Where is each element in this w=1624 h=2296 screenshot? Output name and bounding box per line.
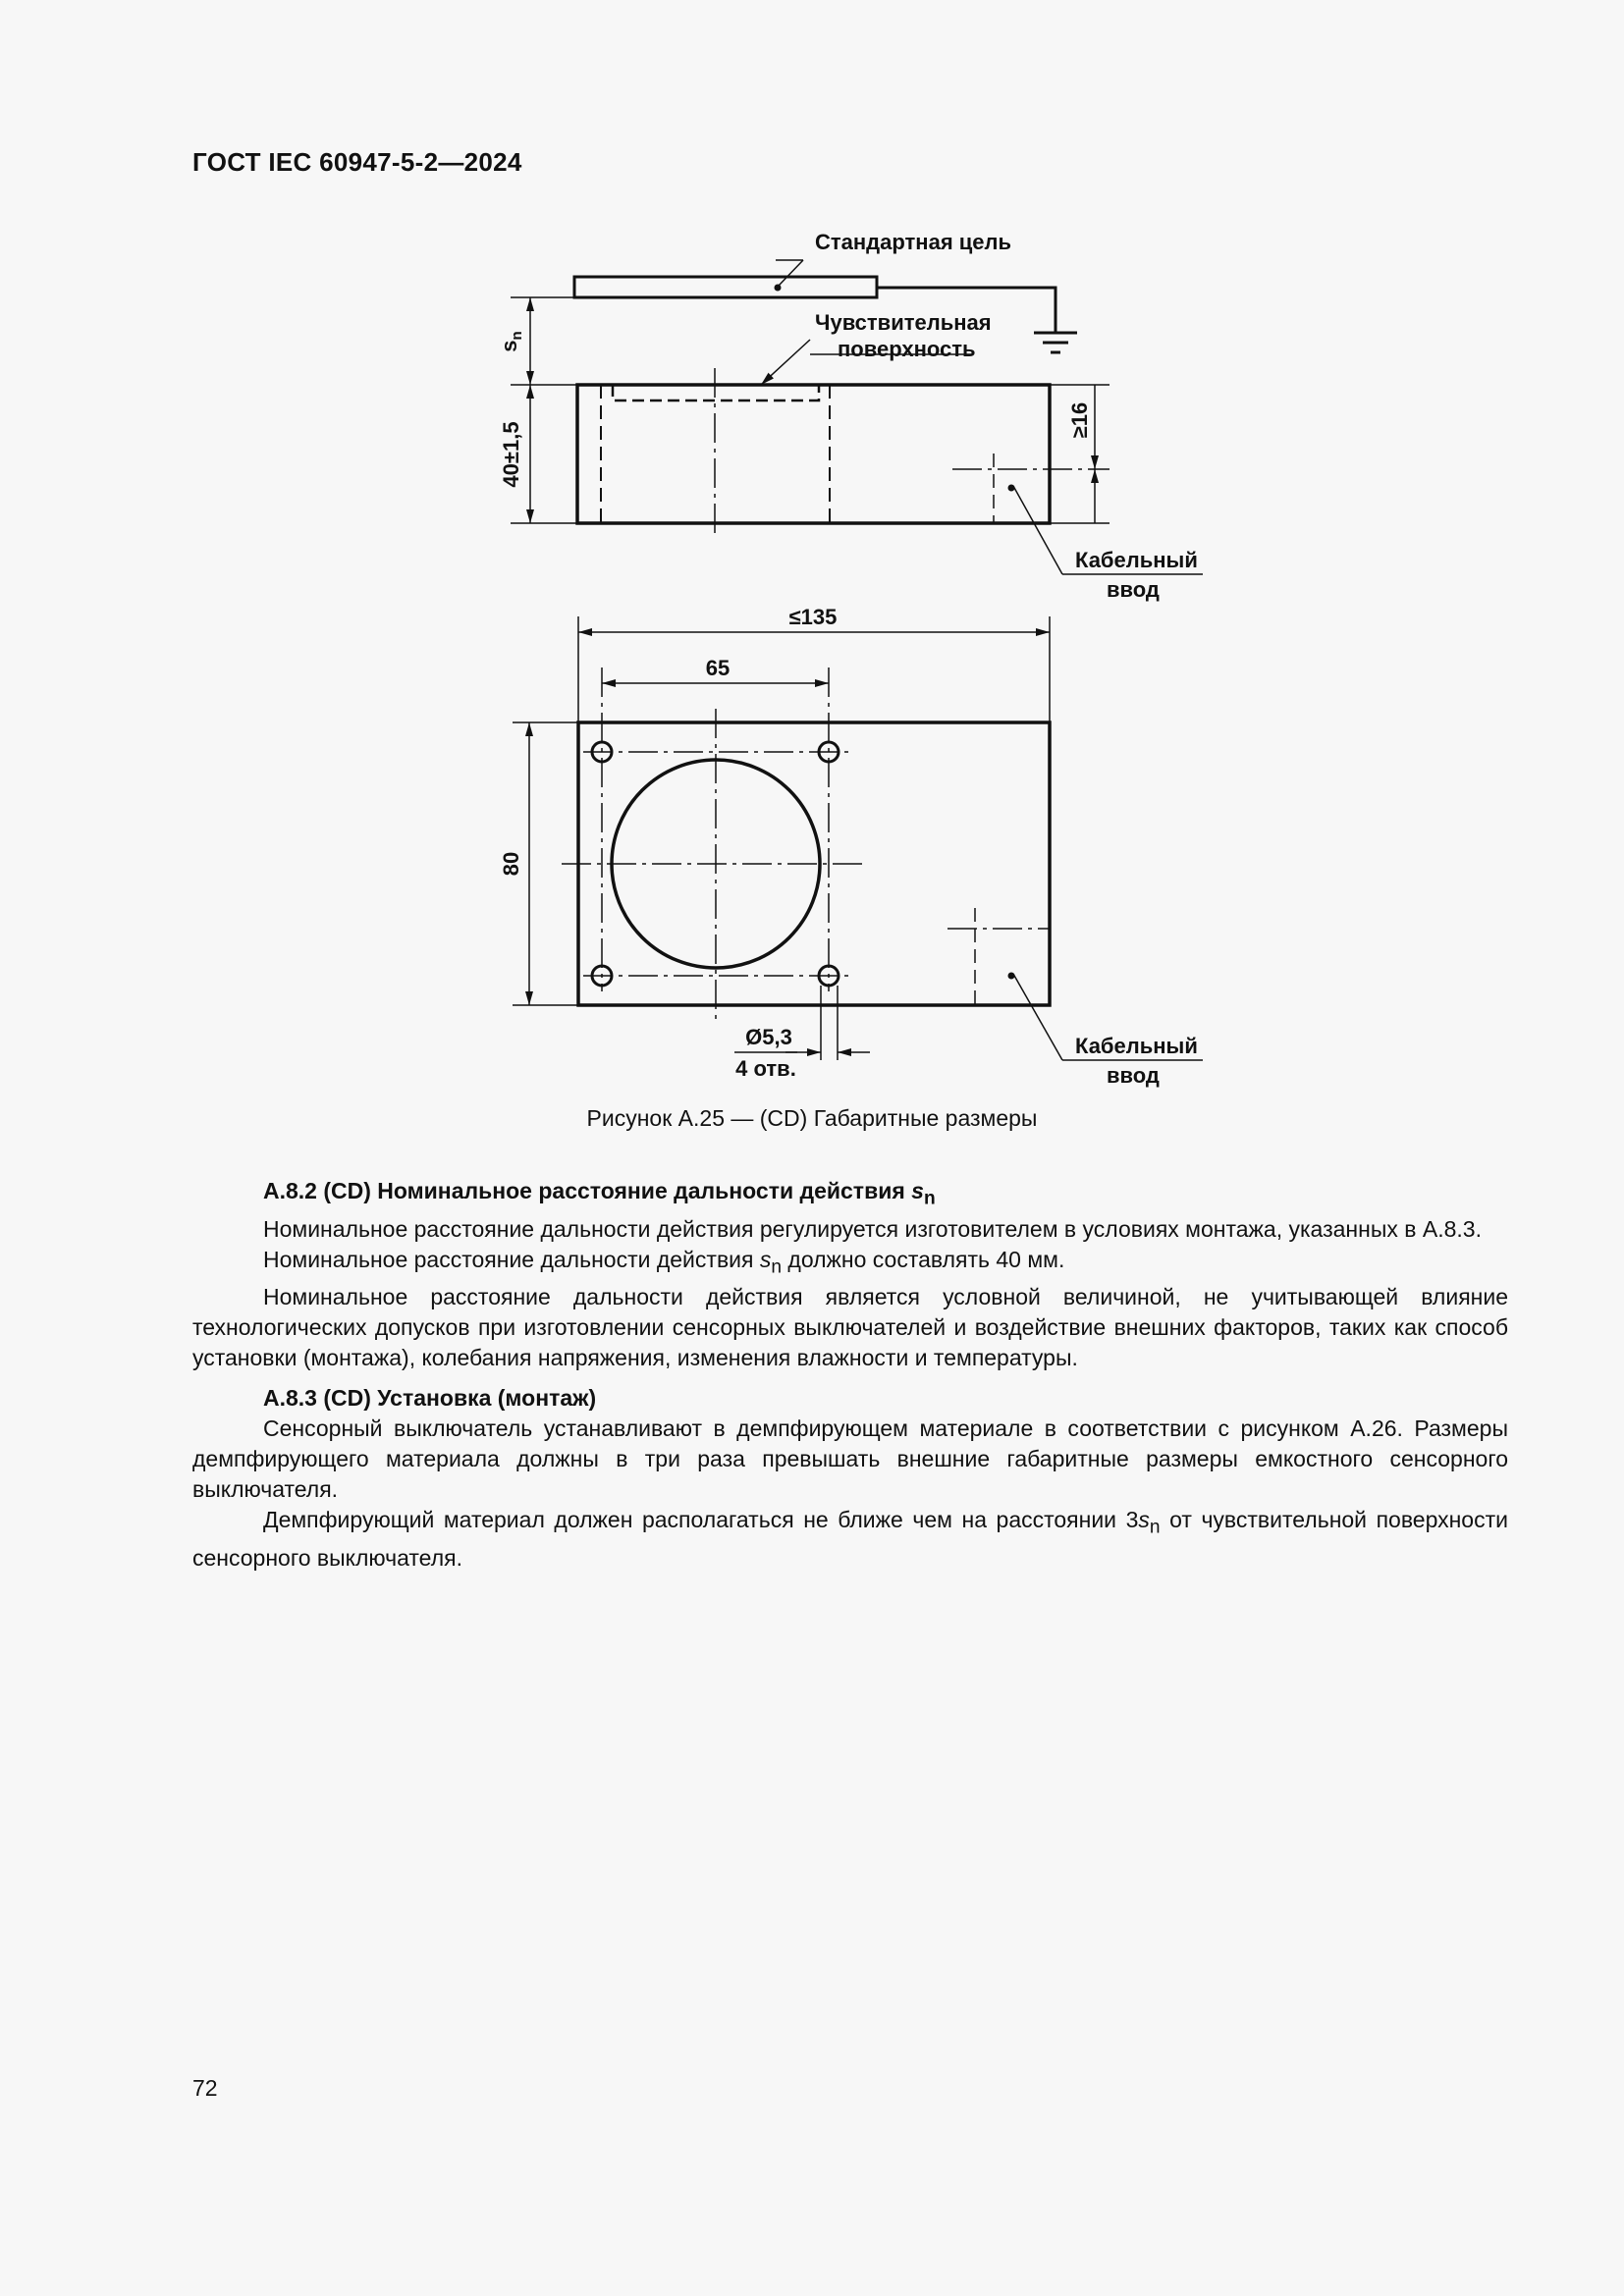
standard-target-plate xyxy=(574,277,877,297)
plan-view xyxy=(513,616,1203,1060)
heading-a83: А.8.3 (CD) Установка (монтаж) xyxy=(263,1385,597,1412)
heading-a82: А.8.2 (CD) Номинальное расстояние дальности действия $s_n$ xyxy=(263,1178,936,1209)
paragraph: Номинальное расстояние дальности действия $s_n$ должно составлять 40 мм. xyxy=(263,1246,1065,1278)
label-cable-entry-2b: ввод xyxy=(1107,1063,1160,1088)
ground-icon xyxy=(1034,333,1077,352)
document-header: ГОСТ IEC 60947-5-2—2024 xyxy=(192,147,522,177)
label-sensing-surface-1: Чувствительная xyxy=(815,310,992,335)
dim-hole-diameter: Ø5,3 xyxy=(745,1025,792,1049)
label-standard-target: Стандартная цель xyxy=(815,230,1012,254)
figure-caption: Рисунок А.25 — (CD) Габаритные размеры xyxy=(586,1105,1038,1131)
body-text xyxy=(192,1176,1508,1574)
sensor-body-side xyxy=(577,385,1050,523)
dim-width: ≤135 xyxy=(788,605,838,629)
dim-sn: $s_n$ xyxy=(497,331,525,352)
label-cable-entry-1b: ввод xyxy=(1107,577,1160,602)
label-cable-entry-1a: Кабельный xyxy=(1075,548,1198,572)
dim-ge16: ≥16 xyxy=(1067,401,1092,439)
label-cable-entry-2a: Кабельный xyxy=(1075,1034,1198,1058)
label-sensing-surface-2: поверхность xyxy=(838,337,976,361)
side-view xyxy=(511,260,1203,574)
dim-height: 40±1,5 xyxy=(499,421,523,488)
dim-depth: 80 xyxy=(499,851,523,877)
sensing-surface xyxy=(613,385,819,400)
paragraph: Демпфирующий материал должен располагаться не ближе чем на расстоянии $3s_n$ от чувствительной поверхности сенсорного выключателя. xyxy=(192,1507,1508,1571)
dim-hole-count: 4 отв. xyxy=(735,1056,796,1081)
paragraph: Сенсорный выключатель устанавливают в демпфирующем материале в соответствии с рисунком А.26. Размеры демпфирующего материала должны в три раза превышать внешние габаритные размеры емкостного сенсорного выключателя. xyxy=(192,1415,1508,1503)
paragraph: Номинальное расстояние дальности действия регулируется изготовителем в условиях монтажа, указанных в А.8.3. xyxy=(263,1215,1482,1242)
page-number: 72 xyxy=(192,2075,218,2101)
dim-hole-spacing: 65 xyxy=(705,656,731,680)
paragraph: Номинальное расстояние дальности действия является условной величиной, не учитывающей влияние технологических допусков при изготовлении сенсорных выключателей и воздействие внешних факторов, таких как способ установки (монтажа), колебания напряжения, изменения влажности и температуры. xyxy=(192,1284,1508,1371)
